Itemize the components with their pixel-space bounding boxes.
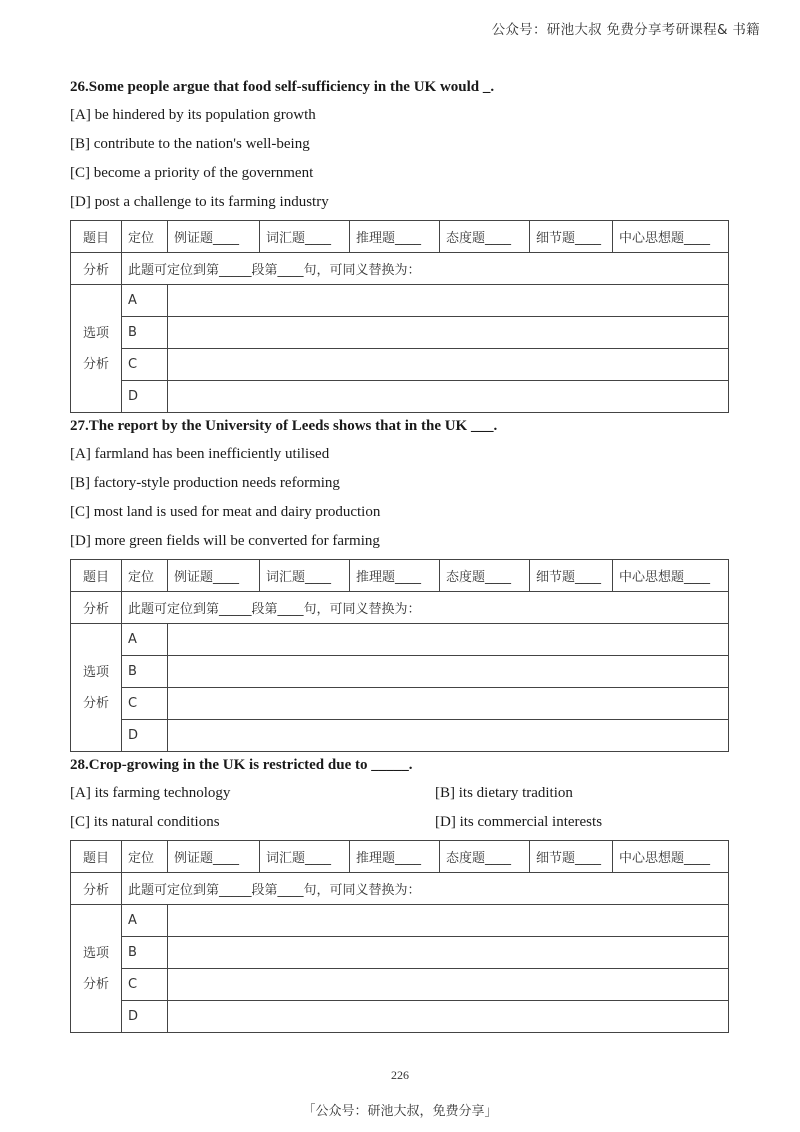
row-letter-b: B — [122, 656, 168, 688]
type-detail: 细节题____ — [530, 560, 613, 592]
type-main-idea: 中心思想题____ — [613, 221, 729, 253]
answer-cell-b[interactable] — [168, 317, 729, 349]
type-attitude: 态度题____ — [440, 560, 530, 592]
answer-cell-c[interactable] — [168, 969, 729, 1001]
label-option-analysis: 选项 分析 — [71, 905, 122, 1033]
type-locate: 定位 — [122, 841, 168, 873]
row-letter-c: C — [122, 349, 168, 381]
type-inference: 推理题____ — [350, 841, 440, 873]
row-letter-a: A — [122, 285, 168, 317]
answer-cell-c[interactable] — [168, 688, 729, 720]
option-b: [B] contribute to the nation's well-being — [70, 136, 310, 152]
option-d: [D] its commercial interests — [435, 814, 603, 830]
page-header: 公众号：研池大叔 免费分享考研课程& 书籍 — [491, 22, 760, 38]
option-d: [D] post a challenge to its farming industry — [70, 194, 329, 210]
locate-line: 此题可定位到第_____段第____句，可同义替换为： — [122, 592, 729, 624]
label-fenxi: 分析 — [71, 592, 122, 624]
type-vocab: 词汇题____ — [260, 841, 350, 873]
type-attitude: 态度题____ — [440, 841, 530, 873]
label-timu: 题目 — [71, 221, 122, 253]
row-letter-b: B — [122, 317, 168, 349]
analysis-table — [70, 559, 729, 752]
answer-cell-d[interactable] — [168, 381, 729, 413]
label-timu: 题目 — [71, 560, 122, 592]
option-c: [C] become a priority of the government — [70, 165, 314, 181]
type-main-idea: 中心思想题____ — [613, 560, 729, 592]
row-letter-b: B — [122, 937, 168, 969]
answer-cell-a[interactable] — [168, 624, 729, 656]
row-letter-a: A — [122, 905, 168, 937]
type-locate: 定位 — [122, 560, 168, 592]
type-vocab: 词汇题____ — [260, 221, 350, 253]
option-b: [B] its dietary tradition — [435, 785, 573, 801]
question-28 — [70, 754, 730, 1033]
option-c: [C] most land is used for meat and dairy production — [70, 504, 381, 520]
type-vocab: 词汇题____ — [260, 560, 350, 592]
option-d: [D] more green fields will be converted for farming — [70, 533, 380, 549]
type-main-idea: 中心思想题____ — [613, 841, 729, 873]
answer-cell-d[interactable] — [168, 720, 729, 752]
type-example: 例证题____ — [168, 560, 260, 592]
row-letter-c: C — [122, 969, 168, 1001]
option-row-2 — [70, 811, 730, 840]
label-option-analysis: 选项 分析 — [71, 624, 122, 752]
question-stem: 27.The report by the University of Leeds shows that in the UK ___. — [70, 418, 498, 434]
option-b: [B] factory-style production needs reforming — [70, 475, 340, 491]
answer-cell-d[interactable] — [168, 1001, 729, 1033]
answer-cell-a[interactable] — [168, 905, 729, 937]
answer-cell-b[interactable] — [168, 656, 729, 688]
option-a: [A] its farming technology — [70, 785, 231, 801]
locate-line: 此题可定位到第_____段第____句，可同义替换为： — [122, 253, 729, 285]
type-detail: 细节题____ — [530, 221, 613, 253]
row-letter-d: D — [122, 720, 168, 752]
question-stem: 28.Crop-growing in the UK is restricted due to _____. — [70, 757, 413, 773]
type-detail: 细节题____ — [530, 841, 613, 873]
label-fenxi: 分析 — [71, 873, 122, 905]
row-letter-d: D — [122, 381, 168, 413]
answer-cell-a[interactable] — [168, 285, 729, 317]
locate-line: 此题可定位到第_____段第____句，可同义替换为： — [122, 873, 729, 905]
type-example: 例证题____ — [168, 221, 260, 253]
label-option-analysis: 选项 分析 — [71, 285, 122, 413]
option-c: [C] its natural conditions — [70, 814, 220, 830]
question-stem: 26.Some people argue that food self-sufficiency in the UK would _. — [70, 79, 495, 95]
row-letter-d: D — [122, 1001, 168, 1033]
label-timu: 题目 — [71, 841, 122, 873]
row-letter-c: C — [122, 688, 168, 720]
question-26 — [70, 76, 730, 413]
row-letter-a: A — [122, 624, 168, 656]
analysis-table — [70, 220, 729, 413]
option-row-1 — [70, 782, 730, 811]
answer-cell-c[interactable] — [168, 349, 729, 381]
answer-cell-b[interactable] — [168, 937, 729, 969]
type-attitude: 态度题____ — [440, 221, 530, 253]
type-inference: 推理题____ — [350, 221, 440, 253]
type-locate: 定位 — [122, 221, 168, 253]
option-a: [A] be hindered by its population growth — [70, 107, 316, 123]
question-27 — [70, 415, 730, 752]
option-a: [A] farmland has been inefficiently utilised — [70, 446, 330, 462]
type-example: 例证题____ — [168, 841, 260, 873]
page-number: 226 — [391, 1068, 409, 1082]
type-inference: 推理题____ — [350, 560, 440, 592]
page-footer: 「公众号：研池大叔，免费分享」 — [302, 1104, 498, 1119]
label-fenxi: 分析 — [71, 253, 122, 285]
analysis-table — [70, 840, 729, 1033]
